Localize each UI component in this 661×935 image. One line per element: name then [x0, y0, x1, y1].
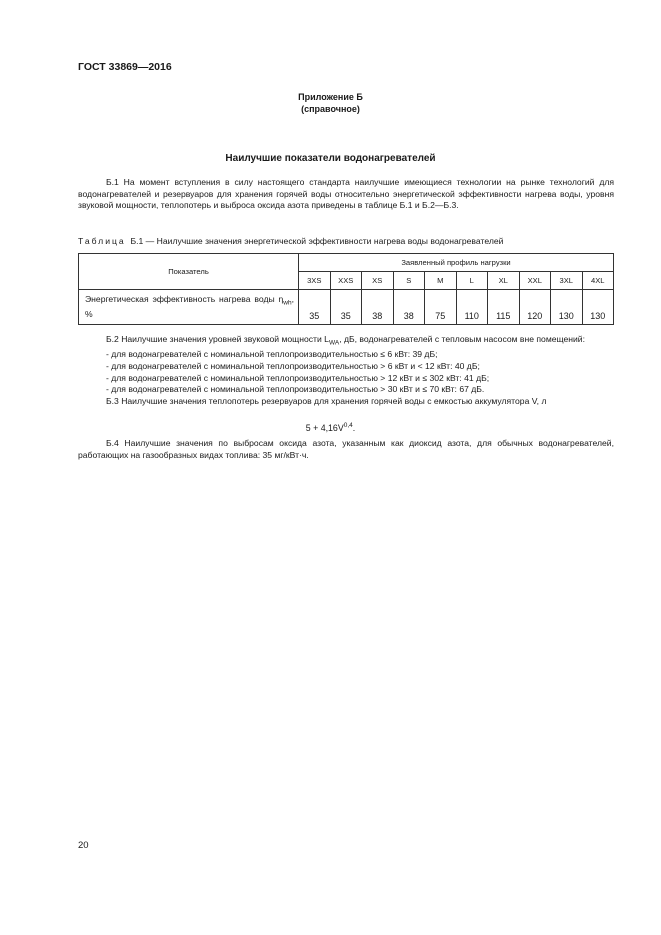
formula-exponent: 0,4	[343, 422, 353, 429]
table-header-row	[79, 254, 614, 272]
row-label-main: Энергетическая эффективность нагрева воды η	[85, 294, 284, 305]
profile-cell-3xl: 3XL	[551, 272, 583, 290]
list-item: - для водонагревателей с номинальной теплопроизводительностью > 30 кВт и ≤ 70 кВт: 67 дБ.	[106, 384, 485, 395]
table-row	[79, 290, 614, 325]
table-caption-text: Б.1 — Наилучшие значения энергетической эффективности нагрева воды водонагревателей	[130, 236, 504, 246]
paragraph-b3-text: Б.3 Наилучшие значения теплопотерь резервуаров для хранения горячей воды с емкостью аккумулятора V, л	[106, 395, 547, 406]
efficiency-table	[78, 253, 614, 325]
value-cell: 35	[299, 290, 331, 325]
value-cell: 38	[362, 290, 394, 325]
profile-cell-xs: XS	[362, 272, 394, 290]
row-label-end: , %	[85, 294, 294, 319]
profile-cell-3xs: 3XS	[299, 272, 331, 290]
value-cell: 115	[488, 290, 520, 325]
profile-cell-4xl: 4XL	[582, 272, 614, 290]
formula-base: 5 + 4,16V	[305, 422, 344, 433]
paragraph-b4	[78, 438, 614, 461]
profile-cell-s: S	[393, 272, 425, 290]
b2-intro-end: , дБ, водонагревателей с тепловым насосом вне помещений:	[339, 334, 585, 344]
formula	[0, 422, 661, 433]
paragraph-b2-intro	[78, 334, 614, 349]
value-cell: 130	[551, 290, 583, 325]
paragraph-b4-text: Б.4 Наилучшие значения по выбросам оксида азота, указанным как диоксид азота, для обычных водонагревателей, работающих на газообразных видах топлива: 35 мг/кВт·ч.	[78, 438, 614, 460]
row-label	[79, 290, 299, 325]
section-title: Наилучшие показатели водонагревателей	[225, 153, 436, 164]
paragraph-b1-text: Б.1 На момент вступления в силу настоящего стандарта наилучшие имеющиеся технологии на рынке технологий для водонагревателей и резервуаров для хранения горячей воды относительно энергетической эффективности нагрева воды, уровня звуковой мощности, теплопотерь и выброса оксида азота приведены в таблице Б.1 и Б.2—Б.3.	[78, 177, 614, 211]
value-cell: 120	[519, 290, 551, 325]
indicator-header: Показатель	[79, 254, 299, 290]
list-item: - для водонагревателей с номинальной теплопроизводительностью ≤ 6 кВт: 39 дБ;	[106, 349, 438, 360]
profile-cell-xxl: XXL	[519, 272, 551, 290]
profile-cell-l: L	[456, 272, 488, 290]
value-cell: 130	[582, 290, 614, 325]
list-item: - для водонагревателей с номинальной теплопроизводительностью > 12 кВт и ≤ 302 кВт: 41 дБ;	[106, 372, 490, 383]
profile-cell-xxs: XXS	[330, 272, 362, 290]
paragraph-b2	[78, 334, 614, 407]
table-caption	[78, 236, 503, 246]
profile-cell-xl: XL	[488, 272, 520, 290]
annex-heading	[0, 91, 661, 115]
profile-cell-m: M	[425, 272, 457, 290]
list-item: - для водонагревателей с номинальной теплопроизводительностью > 6 кВт и < 12 кВт: 40 дБ;	[106, 360, 480, 371]
b2-list	[78, 349, 614, 395]
b2-intro-subscript: WA	[328, 339, 340, 347]
table-caption-label: Таблица	[78, 236, 126, 246]
document-header: ГОСТ 33869—2016	[78, 61, 172, 73]
paragraph-b1	[78, 177, 614, 212]
page-number: 20	[78, 840, 89, 851]
formula-end: .	[352, 422, 356, 433]
value-cell: 38	[393, 290, 425, 325]
annex-subtitle: (справочное)	[301, 104, 360, 114]
annex-title: Приложение Б	[298, 92, 363, 102]
row-label-subscript: wh	[283, 299, 292, 307]
value-cell: 110	[456, 290, 488, 325]
value-cell: 35	[330, 290, 362, 325]
value-cell: 75	[425, 290, 457, 325]
profile-header: Заявленный профиль нагрузки	[299, 254, 614, 272]
b2-intro-start: Б.2 Наилучшие значения уровней звуковой мощности L	[106, 334, 329, 344]
